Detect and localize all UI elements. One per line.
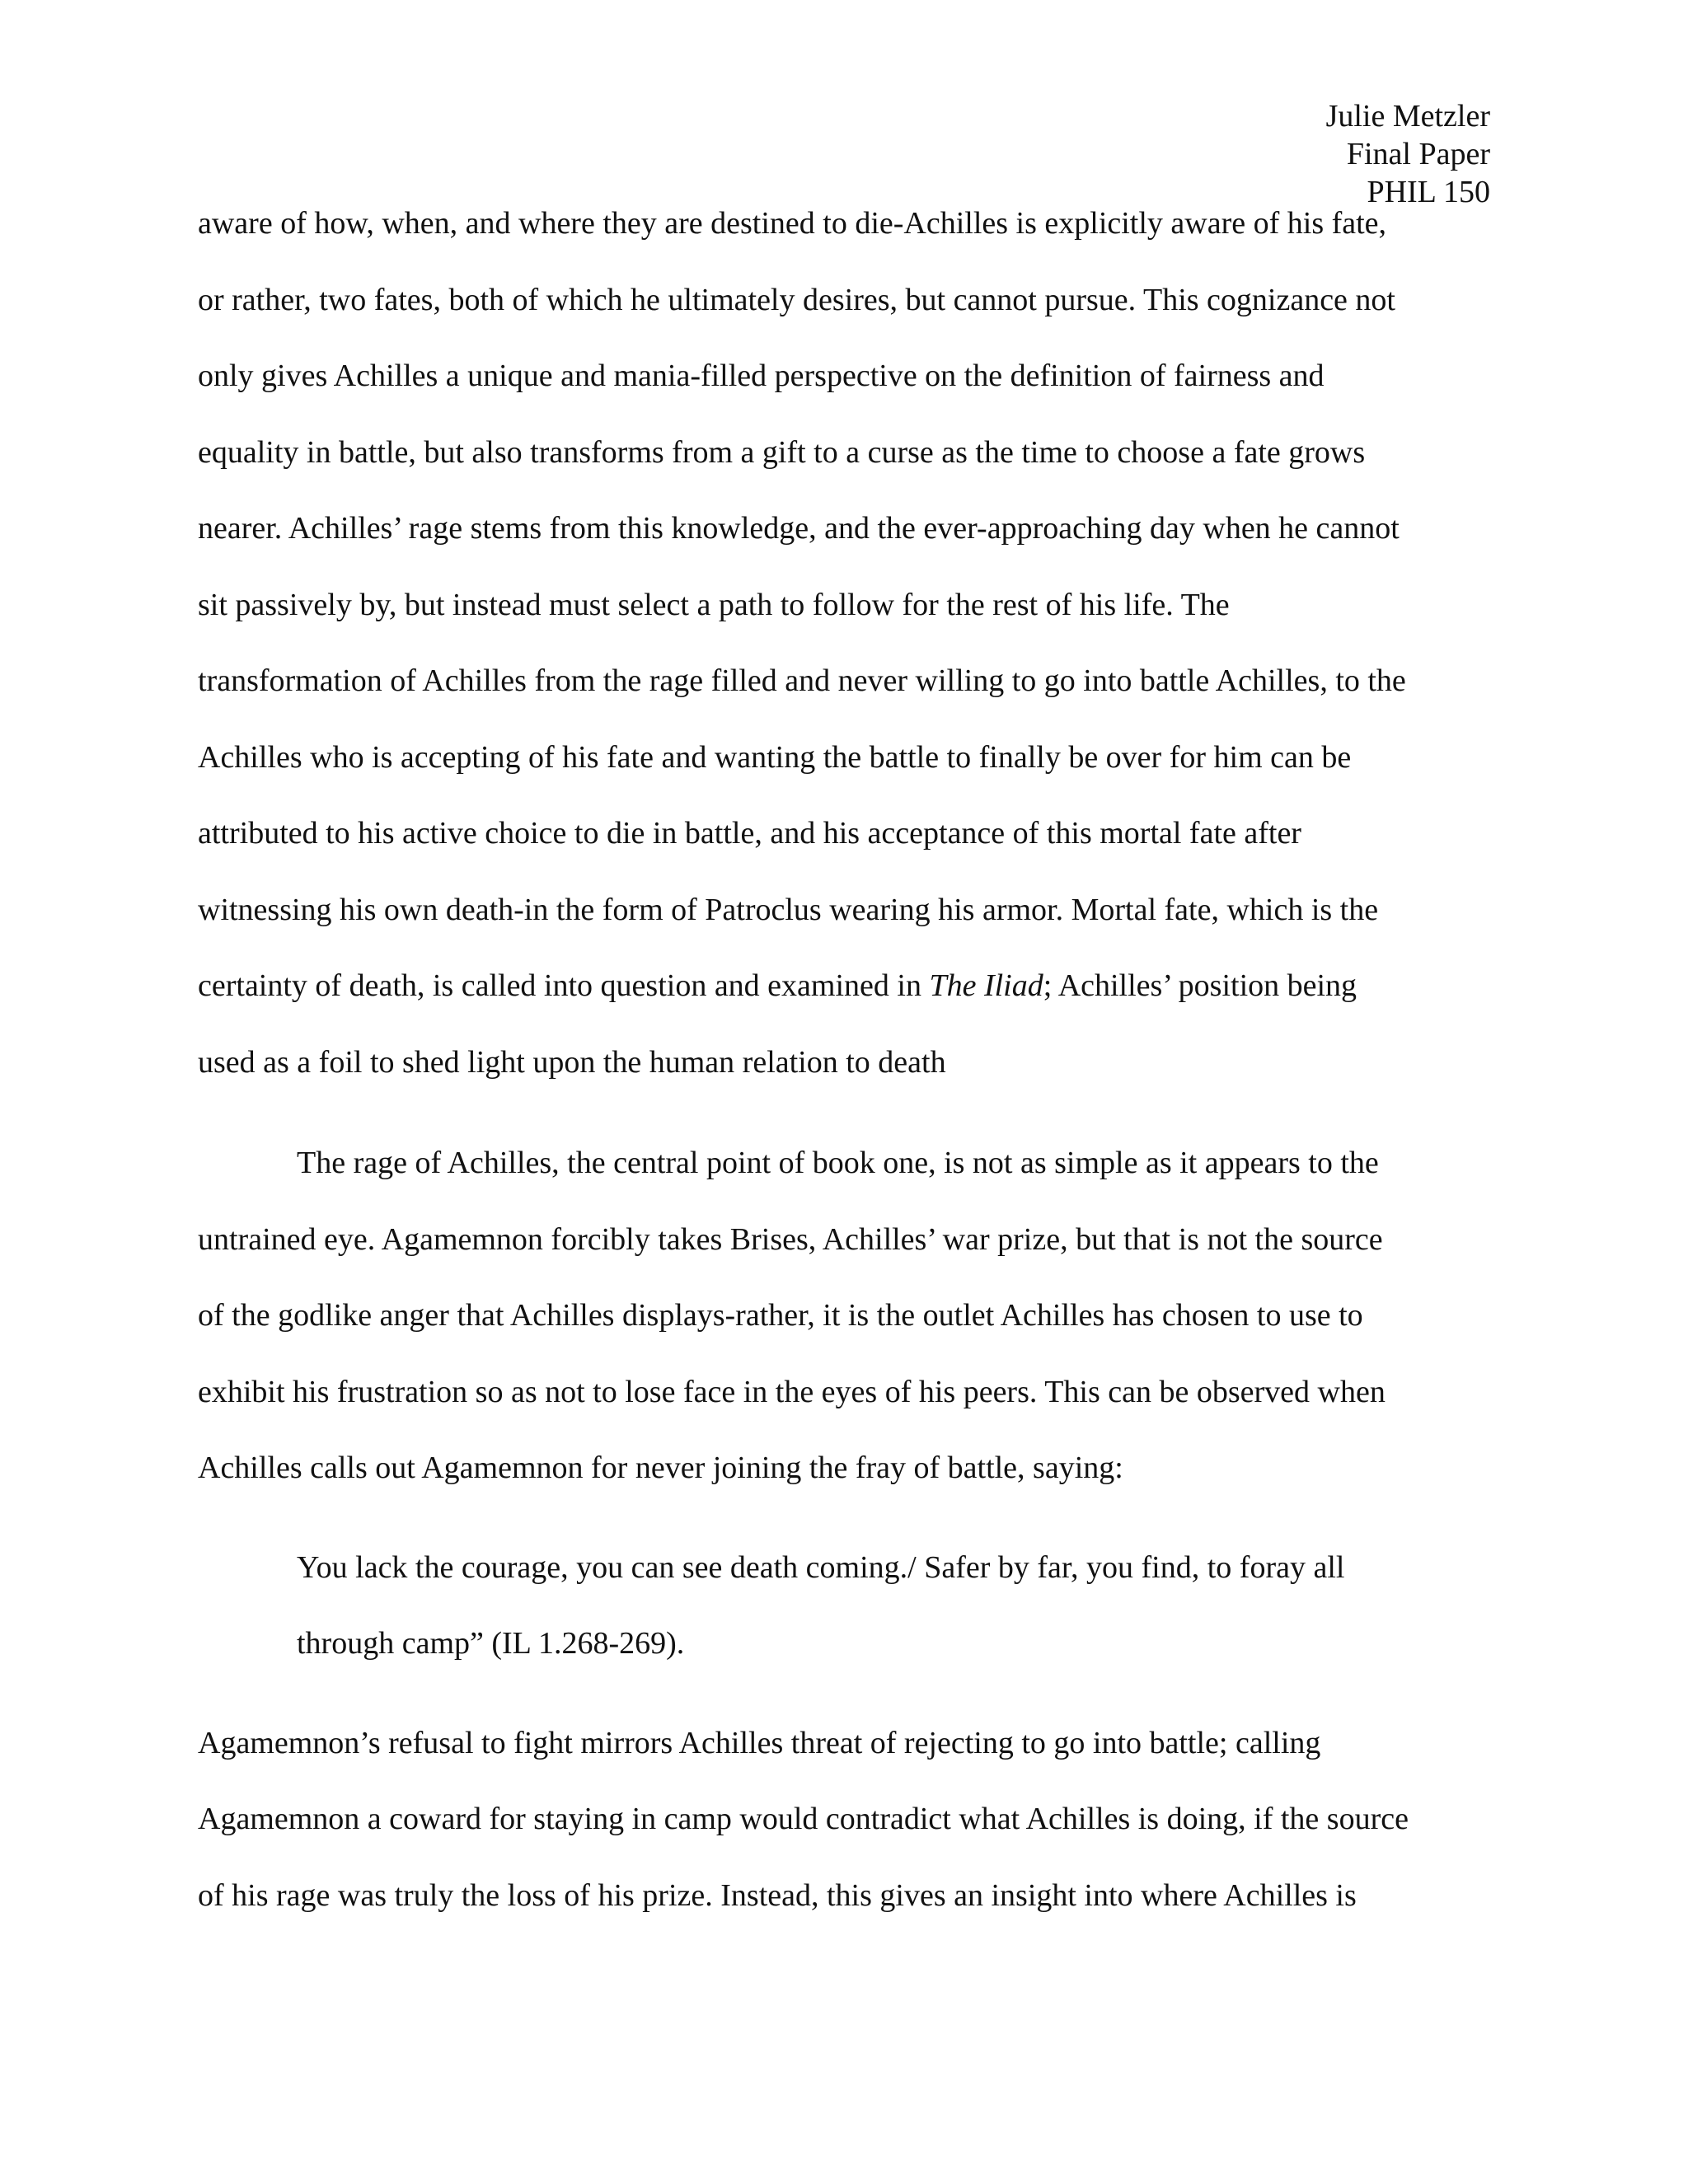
text-line: Agamemnon’s refusal to fight mirrors Achilles threat of rejecting to go into battle; calling	[198, 1725, 1321, 1760]
paragraph-gap	[198, 1526, 1484, 1549]
course-code: PHIL 150	[1367, 175, 1490, 209]
paragraph-gap	[198, 1701, 1484, 1724]
text-line: attributed to his active choice to die in battle, and his acceptance of this mortal fate after	[198, 816, 1301, 851]
text-segment: certainty of death, is called into question and examined in	[198, 968, 930, 1003]
text-line: exhibit his frustration so as not to lose face in the eyes of his peers. This can be observed when	[198, 1374, 1386, 1409]
text-line: of the godlike anger that Achilles displays-rather, it is the outlet Achilles has chosen to use to	[198, 1298, 1363, 1333]
text-line: or rather, two fates, both of which he ultimately desires, but cannot pursue. This cognizance not	[198, 282, 1395, 317]
author-name: Julie Metzler	[1325, 99, 1490, 134]
text-line: The rage of Achilles, the central point of book one, is not as simple as it appears to the	[297, 1146, 1379, 1180]
text-line: Achilles calls out Agamemnon for never joining the fray of battle, saying:	[198, 1451, 1123, 1485]
page-header	[1326, 97, 1490, 211]
paragraph-gap	[198, 1119, 1484, 1144]
text-line: sit passively by, but instead must select a path to follow for the rest of his life. The	[198, 587, 1230, 622]
quote-line: You lack the courage, you can see death coming./ Safer by far, you find, to foray all	[297, 1549, 1345, 1585]
text-segment: ; Achilles’ position being	[1043, 968, 1357, 1003]
text-line: equality in battle, but also transforms from a gift to a curse as the time to choose a fate grows	[198, 434, 1366, 470]
book-title: The Iliad	[929, 968, 1043, 1003]
text-line: nearer. Achilles’ rage stems from this knowledge, and the ever-approaching day when he cannot	[198, 511, 1400, 546]
text-line	[198, 967, 1484, 1043]
quote-line: through camp” (IL 1.268-269).	[297, 1626, 685, 1661]
text-line: only gives Achilles a unique and mania-filled perspective on the definition of fairness and	[198, 359, 1325, 393]
text-line: aware of how, when, and where they are destined to die-Achilles is explicitly aware of his fate,	[198, 206, 1387, 241]
paragraph-3	[198, 1724, 1484, 1953]
text-line: used as a foil to shed light upon the human relation to death	[198, 1044, 946, 1080]
text-line: Achilles who is accepting of his fate and wanting the battle to finally be over for him can be	[198, 739, 1352, 775]
text-line: transformation of Achilles from the rage filled and never willing to go into battle Achilles, to the	[198, 663, 1406, 698]
paragraph-2	[198, 1144, 1484, 1526]
block-quote	[198, 1549, 1484, 1701]
essay-body	[198, 204, 1484, 1952]
text-line: untrained eye. Agamemnon forcibly takes Brises, Achilles’ war prize, but that is not the source	[198, 1221, 1383, 1257]
text-line: Agamemnon a coward for staying in camp would contradict what Achilles is doing, if the source	[198, 1802, 1409, 1836]
text-line: witnessing his own death-in the form of Patroclus wearing his armor. Mortal fate, which is the	[198, 892, 1379, 927]
assignment-title: Final Paper	[1346, 137, 1490, 171]
text-line: of his rage was truly the loss of his prize. Instead, this gives an insight into where Achilles is	[198, 1877, 1357, 1913]
paragraph-1	[198, 204, 1484, 1119]
